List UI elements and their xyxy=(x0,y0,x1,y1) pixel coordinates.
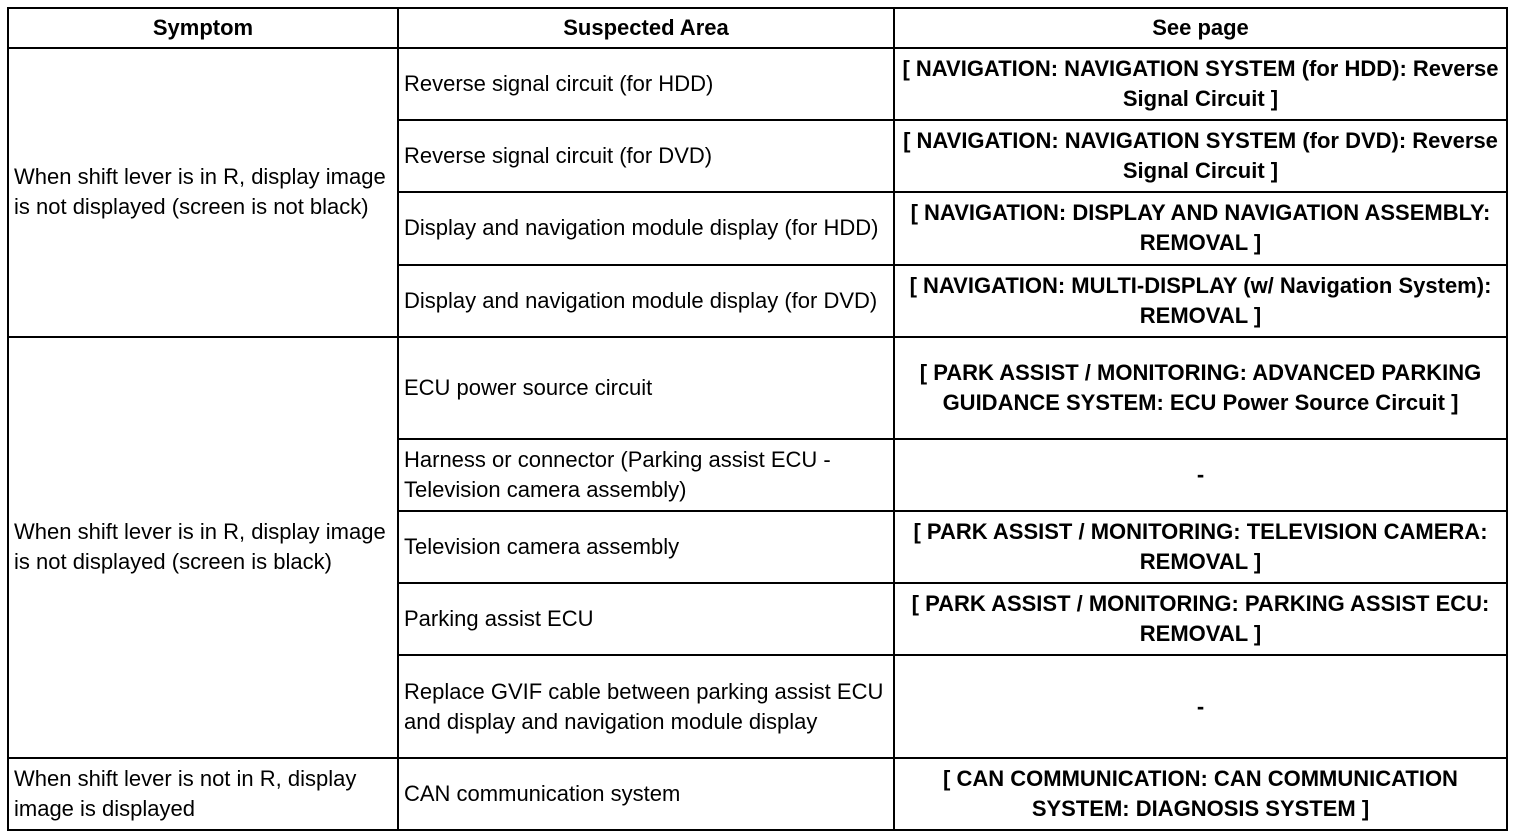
symptom-table xyxy=(7,7,1508,831)
suspected-area-cell: Display and navigation module display (for HDD) xyxy=(398,192,894,264)
see-page-cell: - xyxy=(894,439,1507,511)
see-page-cell: [ NAVIGATION: DISPLAY AND NAVIGATION ASSEMBLY: REMOVAL ] xyxy=(894,192,1507,264)
header-symptom: Symptom xyxy=(8,8,398,48)
table-row xyxy=(8,758,1507,830)
suspected-area-cell: CAN communication system xyxy=(398,758,894,830)
header-see-page: See page xyxy=(894,8,1507,48)
see-page-cell: [ PARK ASSIST / MONITORING: PARKING ASSIST ECU: REMOVAL ] xyxy=(894,583,1507,655)
see-page-cell: [ NAVIGATION: NAVIGATION SYSTEM (for DVD): Reverse Signal Circuit ] xyxy=(894,120,1507,192)
suspected-area-cell: Television camera assembly xyxy=(398,511,894,583)
see-page-cell: [ CAN COMMUNICATION: CAN COMMUNICATION SYSTEM: DIAGNOSIS SYSTEM ] xyxy=(894,758,1507,830)
suspected-area-cell: Display and navigation module display (for DVD) xyxy=(398,265,894,337)
suspected-area-cell: Parking assist ECU xyxy=(398,583,894,655)
suspected-area-cell: Reverse signal circuit (for DVD) xyxy=(398,120,894,192)
suspected-area-cell: Harness or connector (Parking assist ECU - Television camera assembly) xyxy=(398,439,894,511)
see-page-cell: [ PARK ASSIST / MONITORING: TELEVISION CAMERA: REMOVAL ] xyxy=(894,511,1507,583)
symptom-cell: When shift lever is in R, display image is not displayed (screen is not black) xyxy=(8,48,398,337)
see-page-cell: [ NAVIGATION: MULTI-DISPLAY (w/ Navigation System): REMOVAL ] xyxy=(894,265,1507,337)
see-page-cell: - xyxy=(894,655,1507,757)
symptom-cell: When shift lever is not in R, display image is displayed xyxy=(8,758,398,830)
header-suspected-area: Suspected Area xyxy=(398,8,894,48)
suspected-area-cell: Replace GVIF cable between parking assist ECU and display and navigation module display xyxy=(398,655,894,757)
suspected-area-cell: ECU power source circuit xyxy=(398,337,894,439)
suspected-area-cell: Reverse signal circuit (for HDD) xyxy=(398,48,894,120)
table-row xyxy=(8,48,1507,120)
see-page-cell: [ PARK ASSIST / MONITORING: ADVANCED PARKING GUIDANCE SYSTEM: ECU Power Source Circuit ] xyxy=(894,337,1507,439)
header-row xyxy=(8,8,1507,48)
see-page-cell: [ NAVIGATION: NAVIGATION SYSTEM (for HDD): Reverse Signal Circuit ] xyxy=(894,48,1507,120)
table-row xyxy=(8,337,1507,439)
symptom-cell: When shift lever is in R, display image is not displayed (screen is black) xyxy=(8,337,398,758)
